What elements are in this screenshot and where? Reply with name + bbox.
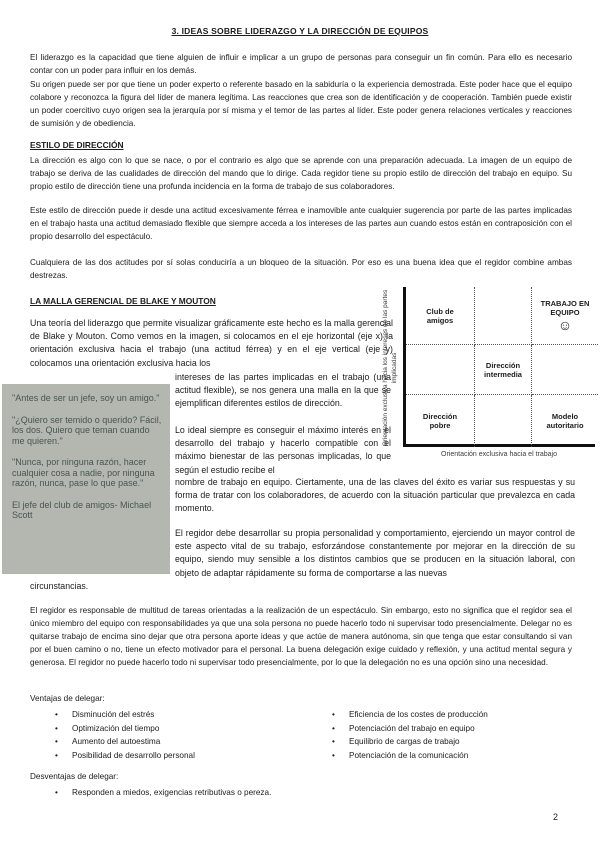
diagram-x-axis-label: Orientación exclusiva hacia el trabajo <box>441 451 557 458</box>
grid-cell-trabajo-en-equipo <box>532 287 598 345</box>
list-item <box>332 722 577 736</box>
grid-cell-direccion-pobre <box>406 395 475 447</box>
malla-paragraph-2b: nombre de trabajo en equipo. Ciertamente, una de las claves del éxito es variar sus respuestas y su forma de tratar con los colaboradores, de acuerdo con la situación particular que prevalezca en cada momento. <box>175 477 575 514</box>
intro-paragraph-2: Su origen puede ser por que tiene un poder experto o referente basado en la sabiduría o la experiencia demostrada. Este poder hace que el equipo colabore y reconozca la figura del líder de manera legítima. Las reacciones que crea son de identificación y de cooperación. También puede existir un poder coercitivo cuyo origen sea la jerarquía por sí misma y el temor de las partes al líder. Este poder genera relaciones verticales y reacciones de sumisión y de obediencia. <box>30 80 572 128</box>
bullet-icon: • <box>332 723 335 733</box>
list-item-label: Potenciación de la comunicación <box>349 750 469 760</box>
list-item <box>55 735 320 749</box>
bullet-icon: • <box>55 788 58 797</box>
grid-cell-empty <box>475 287 532 345</box>
blake-mouton-grid <box>403 287 595 447</box>
list-item <box>332 708 577 722</box>
quote-2: "¿Quiero ser temido o querido? Fácil, los dos. Quiero que teman cuando me quieren." <box>12 414 162 446</box>
bullet-icon: • <box>55 737 58 746</box>
list-item-label: Disminución del estrés <box>72 710 155 719</box>
section-heading-estilo: ESTILO DE DIRECCIÓN <box>30 140 124 150</box>
malla-paragraph-1a: Una teoría del liderazgo que permite visualizar gráficamente este hecho es la malla gerencial de Blake y Mouton. Como vemos en la imagen, si colocamos en el eje horizontal (eje x) la orientación exclusiva hacia el trabajo (una actitud férrea) y en el eje vertical (eje y) colocamos una orientación exclusiva hacia los <box>30 318 393 368</box>
desventajas-heading: Desventajas de delegar: <box>30 772 119 781</box>
bullet-icon: • <box>332 737 335 746</box>
grid-cell-label: Modelo autoritario <box>546 412 584 430</box>
list-item-label: Posibilidad de desarrollo personal <box>72 750 195 760</box>
list-item <box>55 786 355 800</box>
quote-sidebar <box>2 384 170 574</box>
list-item <box>332 749 577 763</box>
list-item-label: Optimización del tiempo <box>72 723 160 733</box>
bullet-icon: • <box>332 750 335 760</box>
list-item-label: Potenciación del trabajo en equipo <box>349 723 475 733</box>
list-item-label: Aumento del autoestima <box>72 737 161 746</box>
malla-paragraph-2a: Lo ideal siempre es conseguir el máximo interés en el desarrollo del trabajo y hacerlo compatible con el máximo bienestar de las personas implicadas, lo que según el estudio recibe el <box>175 425 391 475</box>
ventajas-list-left <box>55 708 320 762</box>
intro-paragraph-1: El liderazgo es la capacidad que tiene alguien de influir e implicar a un grupo de personas para conseguir un fin común. Para ello es necesario contar con un poder para influir en los demás. <box>30 53 572 75</box>
ventajas-list-right <box>332 708 577 762</box>
list-item <box>55 722 320 736</box>
grid-cell-empty <box>532 345 598 395</box>
bullet-icon: • <box>55 723 58 733</box>
list-item <box>55 749 320 763</box>
quote-attribution: El jefe del club de amigos- Michael Scott <box>12 499 152 520</box>
ventajas-heading: Ventajas de delegar: <box>30 694 105 703</box>
estilo-paragraph-2: Este estilo de dirección puede ir desde una actitud excesivamente férrea e inamovible ante cualquier sugerencia por parte de las partes implicadas en el trabajo hasta una actitud demasiado flexible que siempre acceda a los intereses de las partes aun cuando estos están en contraposición con el propio desarrollo del espectáculo. <box>30 206 572 241</box>
list-item-label: Eficiencia de los costes de producción <box>349 710 488 719</box>
grid-cell-empty <box>475 395 532 447</box>
grid-cell-label: Dirección intermedia <box>484 360 522 379</box>
list-item-label: Equilibrio de cargas de trabajo <box>349 737 460 746</box>
desventajas-list <box>55 786 355 800</box>
grid-cell-club-de-amigos <box>406 287 475 345</box>
bullet-icon: • <box>55 750 58 760</box>
diagram-y-axis-label: Orientación exclusiva hacia los intereses de las partes implicadas <box>382 289 398 447</box>
malla-paragraph-3a: El regidor debe desarrollar su propia personalidad y comportamiento, ejerciendo un mayor control de este aspecto vital de su trabajo, esforzándose constantemente por mejorar en la dirección de su equipo, siendo muy sensible a los distintos cambios que se producen en la situación laboral, con objeto de adaptar rápidamente su forma de comportarse a las nuevas <box>175 528 575 578</box>
grid-cell-modelo-autoritario <box>532 395 598 447</box>
malla-paragraph-1b: intereses de las partes implicadas en el trabajo (una actitud flexible), se nos genera una malla en la que se ejemplifican diferentes estilos de dirección. <box>175 372 391 409</box>
grid-cell-empty <box>406 345 475 395</box>
estilo-paragraph-3: Cualquiera de las dos actitudes por sí solas conduciría a un bloqueo de la situación. Por eso es una buena idea que el regidor combine ambas destrezas. <box>30 258 572 280</box>
quote-3: "Nunca, por ninguna razón, hacer cualquier cosa a nadie, por ninguna razón, nunca, pase lo que pase." <box>12 457 155 488</box>
section-heading-malla: LA MALLA GERENCIAL DE BLAKE Y MOUTON <box>30 296 216 306</box>
page-number: 2 <box>553 812 559 822</box>
quote-1: "Antes de ser un jefe, soy un amigo." <box>12 393 160 403</box>
grid-cell-label: Club de amigos <box>426 306 454 325</box>
estilo-paragraph-1: La dirección es algo con lo que se nace, o por el contrario es algo que se aprende con una preparación adecuada. La imagen de un equipo de trabajo se deriva de las cualidades de dirección del mando que lo dirige. Cada regidor tiene su propio estilo de dirección del trabajo en equipo. Su propio estilo de dirección tiene una profunda incidencia en la forma de trabajo de sus colaboradores. <box>30 156 572 191</box>
smiley-icon: ☺ <box>557 317 573 333</box>
malla-paragraph-3b: circunstancias. <box>30 581 89 591</box>
page-title: 3. IDEAS SOBRE LIDERAZGO Y LA DIRECCIÓN DE EQUIPOS <box>171 26 429 36</box>
bullet-icon: • <box>332 710 335 719</box>
grid-cell-label: TRABAJO EN EQUIPO <box>540 299 590 317</box>
list-item <box>332 735 577 749</box>
list-item-label: Responden a miedos, exigencias retributivas o pereza. <box>72 788 272 797</box>
list-item <box>55 708 320 722</box>
grid-cell-direccion-intermedia <box>475 345 532 395</box>
bullet-icon: • <box>55 710 58 719</box>
grid-cell-label: Dirección pobre <box>422 412 458 430</box>
delegation-paragraph: El regidor es responsable de multitud de tareas orientadas a la realización de un espectáculo. Sin embargo, esto no significa que el regidor sea el único miembro del equipo con responsabilidades ya que una sola persona no puede hacerlo todo ni supervisar todo presencialmente. Delegar no es quitarse trabajo de encima sino dejar que otra persona aporte ideas y que actúe de manera autónoma, sin que tenga que estar consultando si van por el buen camino o no, tiene un efecto motivador para el personal. La buena delegación exige cuidado y reflexión, y una actitud mental segura y generosa. El regidor no puede hacerlo todo ni supervisar todo presencialmente, por lo que la delegación no es una opción sino una necesidad. <box>30 606 572 667</box>
